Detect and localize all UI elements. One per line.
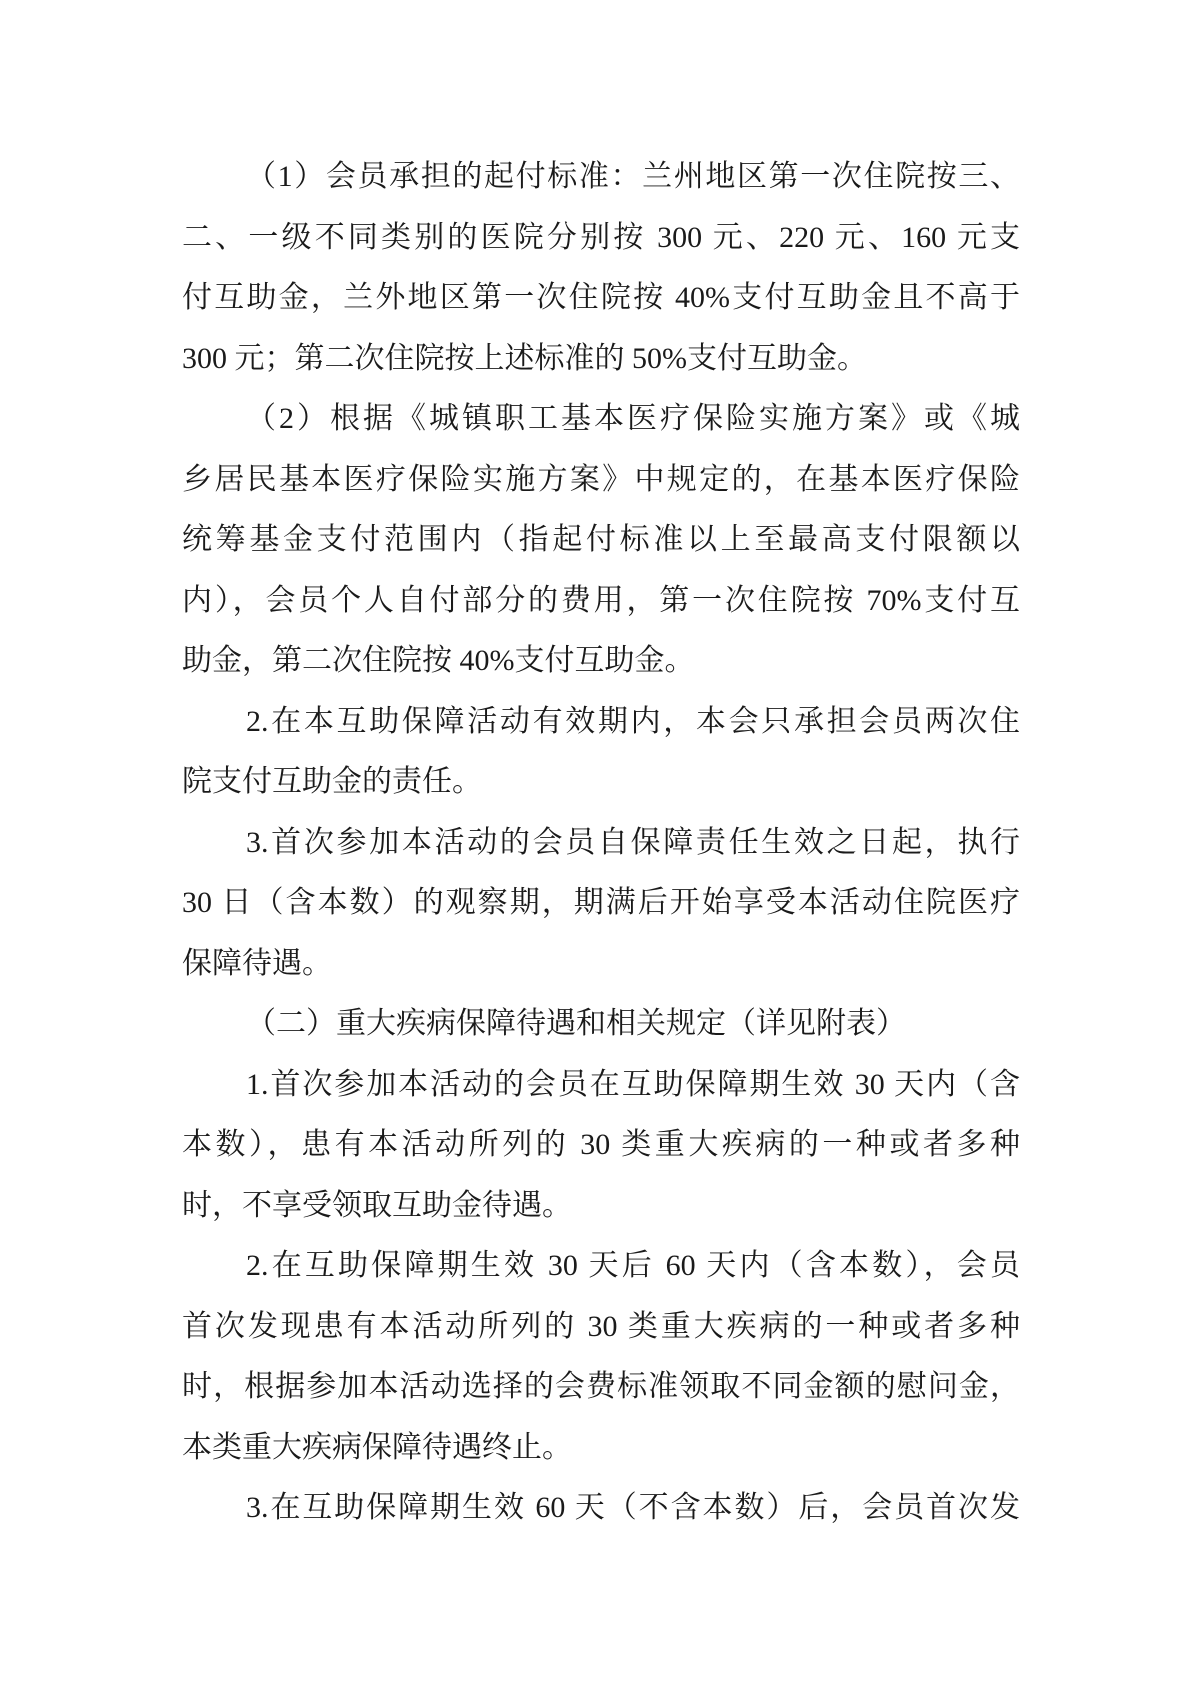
- text-line: （二）重大疾病保障待遇和相关规定（详见附表）: [246, 1007, 906, 1040]
- paragraph-item-7: [182, 1478, 1020, 1539]
- text-line: 二、一级不同类别的医院分别按 300 元、220 元、160 元支: [182, 220, 1020, 254]
- text-line: （1）会员承担的起付标准：兰州地区第一次住院按三、: [246, 160, 1020, 193]
- text-line: 乡居民基本医疗保险实施方案》中规定的，在基本医疗保险: [182, 462, 1020, 496]
- text-line: 1.首次参加本活动的会员在互助保障期生效 30 天内（含: [246, 1067, 1020, 1101]
- text-line: 助金，第二次住院按 40%支付互助金。: [182, 644, 695, 677]
- text-line: 付互助金，兰外地区第一次住院按 40%支付互助金且不高于: [182, 281, 1020, 314]
- text-line: 3.首次参加本活动的会员自保障责任生效之日起，执行: [246, 825, 1020, 859]
- paragraph-item-4: [182, 813, 1020, 995]
- text-line: 首次发现患有本活动所列的 30 类重大疾病的一种或者多种: [182, 1309, 1020, 1343]
- text-line: 院支付互助金的责任。: [182, 765, 482, 798]
- text-line: 3.在互助保障期生效 60 天（不含本数）后，会员首次发: [246, 1491, 1020, 1524]
- text-line: 30 日（含本数）的观察期，期满后开始享受本活动住院医疗: [182, 886, 1020, 919]
- text-line: 本类重大疾病保障待遇终止。: [182, 1430, 572, 1464]
- text-line: 内），会员个人自付部分的费用，第一次住院按 70%支付互: [182, 583, 1020, 617]
- paragraph-item-5: [182, 1055, 1020, 1237]
- text-line: 时，根据参加本活动选择的会费标准领取不同金额的慰问金，: [182, 1370, 1020, 1403]
- text-line: 本数），患有本活动所列的 30 类重大疾病的一种或者多种: [182, 1128, 1020, 1161]
- text-line: 统筹基金支付范围内（指起付标准以上至最高支付限额以: [182, 523, 1020, 556]
- text-line: 2.在本互助保障活动有效期内，本会只承担会员两次住: [246, 704, 1020, 738]
- paragraph-item-1: [182, 147, 1020, 389]
- text-line: 300 元；第二次住院按上述标准的 50%支付互助金。: [182, 341, 867, 375]
- paragraph-item-2: [182, 389, 1020, 692]
- text-line: （2）根据《城镇职工基本医疗保险实施方案》或《城: [246, 402, 1020, 435]
- paragraph-item-3: [182, 692, 1020, 813]
- document-body: [182, 147, 1020, 1539]
- paragraph-item-6: [182, 1236, 1020, 1478]
- text-line: 2.在互助保障期生效 30 天后 60 天内（含本数），会员: [246, 1249, 1020, 1282]
- section-heading: [182, 994, 1020, 1055]
- text-line: 保障待遇。: [182, 946, 332, 980]
- text-line: 时，不享受领取互助金待遇。: [182, 1188, 572, 1222]
